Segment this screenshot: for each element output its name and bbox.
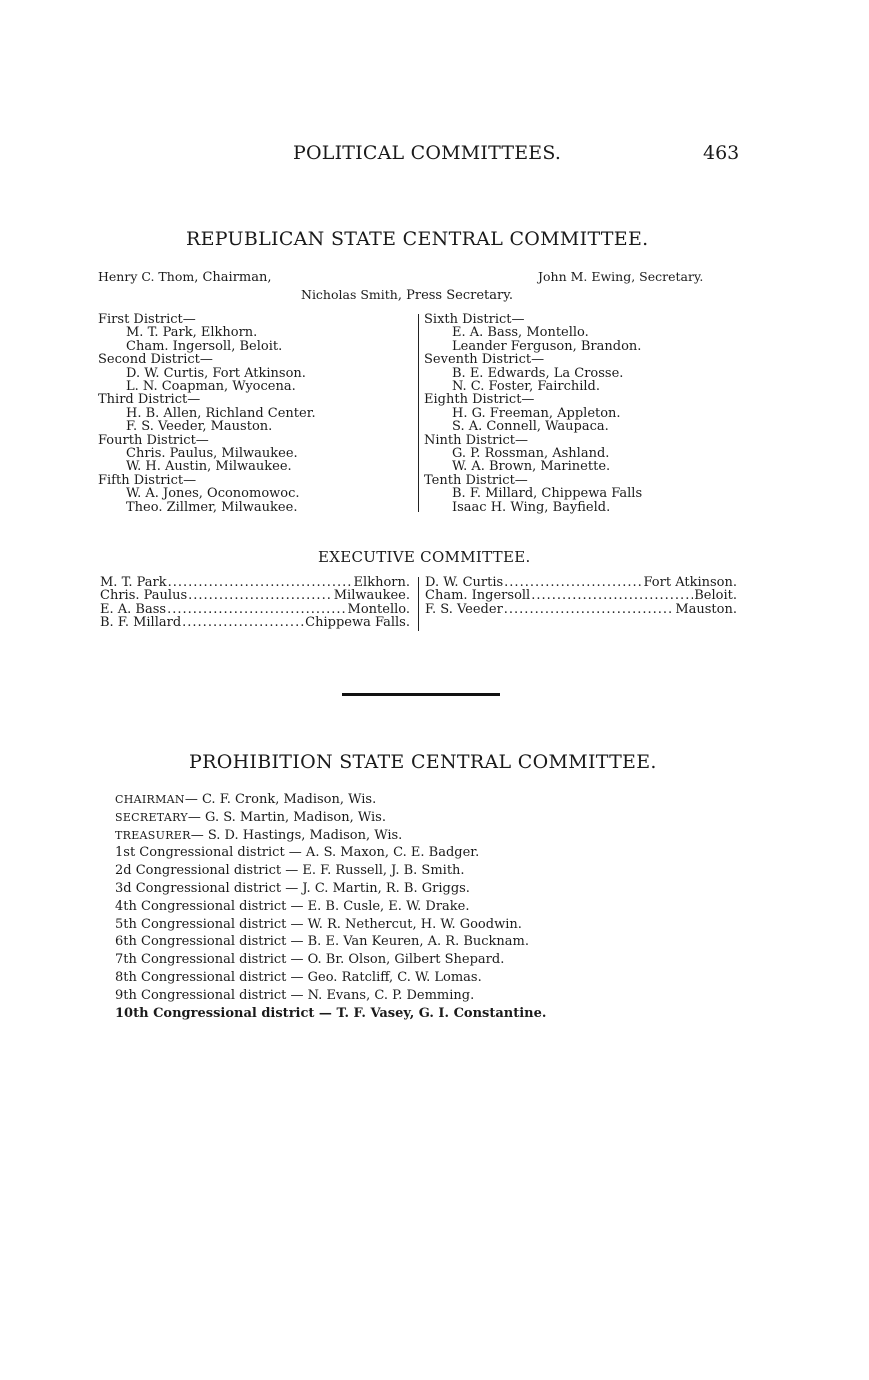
leader-dots <box>531 589 693 602</box>
congressional-district-line: 7th Congressional district — O. Br. Olson, Gilbert Shepard. <box>115 952 505 968</box>
executive-member-place: Mauston. <box>675 601 737 617</box>
executive-heading: EXECUTIVE COMMITTEE. <box>318 548 531 566</box>
district-member: D. W. Curtis, Fort Atkinson. <box>126 365 306 381</box>
congressional-district-line: 4th Congressional district — E. B. Cusle, E. W. Drake. <box>115 898 470 914</box>
executive-member-name: E. A. Bass <box>100 601 167 617</box>
executive-row <box>100 589 410 602</box>
congressional-district-line: 6th Congressional district — B. E. Van Keuren, A. R. Bucknam. <box>115 934 530 950</box>
leader-dots <box>188 589 333 602</box>
district-label: Tenth District— <box>424 472 528 488</box>
leader-dots <box>504 576 642 589</box>
district-label: Fifth District— <box>98 472 197 488</box>
district-column-left <box>98 313 316 514</box>
secretary-line <box>538 269 703 285</box>
district-member: Isaac H. Wing, Bayfield. <box>452 499 611 515</box>
executive-row <box>100 603 410 616</box>
district-label: Fourth District— <box>98 432 209 448</box>
executive-member-name: D. W. Curtis <box>425 575 504 590</box>
executive-row <box>425 576 737 589</box>
district-member: N. C. Foster, Fairchild. <box>452 379 601 395</box>
congressional-district-line: 10th Congressional district — T. F. Vasey, G. I. Constantine. <box>115 1005 547 1021</box>
executive-member-place: Fort Atkinson. <box>643 575 737 590</box>
executive-right-list <box>425 576 737 616</box>
executive-member-name: Chris. Paulus <box>100 588 188 604</box>
congressional-district-line: 9th Congressional district — N. Evans, C. P. Demming. <box>115 987 475 1003</box>
chairman-name: Henry C. Thom <box>98 269 195 284</box>
district-label: Sixth District— <box>424 312 525 327</box>
leader-dots <box>168 576 353 589</box>
congressional-district-line: 3d Congressional district — J. C. Martin, R. B. Griggs. <box>115 880 470 896</box>
officer-label: TREASURER <box>115 828 191 842</box>
officer-value: — G. S. Martin, Madison, Wis. <box>187 809 386 825</box>
district-member: Cham. Ingersoll, Beloit. <box>126 338 283 354</box>
district-column-right <box>424 313 642 514</box>
leader-dots <box>182 616 304 629</box>
district-label: Seventh District— <box>424 352 545 368</box>
executive-row <box>100 576 410 589</box>
press-secretary-role: , Press Secretary. <box>397 288 513 303</box>
executive-member-name: B. F. Millard <box>100 615 182 631</box>
executive-row <box>425 589 737 602</box>
district-member: S. A. Connell, Waupaca. <box>452 419 609 435</box>
executive-member-place: Milwaukee. <box>333 588 410 604</box>
congressional-district-line: 8th Congressional district — Geo. Ratcliff, C. W. Lomas. <box>115 969 482 985</box>
executive-member-name: F. S. Veeder <box>425 601 503 617</box>
leader-dots <box>167 603 346 616</box>
district-label: Eighth District— <box>424 392 535 408</box>
district-label: First District— <box>98 312 196 327</box>
executive-member-place: Beloit. <box>694 588 737 604</box>
district-member: M. T. Park, Elkhorn. <box>126 325 258 341</box>
district-member: G. P. Rossman, Ashland. <box>452 446 610 462</box>
chairman-line <box>98 269 272 285</box>
executive-member-place: Montello. <box>347 601 410 617</box>
district-label: Third District— <box>98 392 201 408</box>
press-secretary-line <box>301 287 513 303</box>
district-member: Leander Ferguson, Brandon. <box>452 338 642 354</box>
officer-line <box>115 791 546 809</box>
congressional-district-line: 2d Congressional district — E. F. Russell, J. B. Smith. <box>115 863 465 879</box>
executive-left-list <box>100 576 410 630</box>
district-member: W. A. Jones, Oconomowoc. <box>126 486 300 502</box>
district-member: H. G. Freeman, Appleton. <box>452 405 621 421</box>
district-member: W. A. Brown, Marinette. <box>452 459 611 475</box>
officer-line <box>115 809 546 827</box>
executive-row <box>425 603 737 616</box>
congressional-district-line: 5th Congressional district — W. R. Nethercut, H. W. Goodwin. <box>115 916 522 932</box>
republican-heading: REPUBLICAN STATE CENTRAL COMMITTEE. <box>186 228 649 250</box>
secretary-name: John M. Ewing <box>538 269 632 284</box>
section-separator <box>342 693 500 696</box>
page-number: 463 <box>703 142 740 164</box>
executive-member-place: Chippewa Falls. <box>305 615 410 631</box>
prohibition-heading: PROHIBITION STATE CENTRAL COMMITTEE. <box>189 751 657 773</box>
running-title: POLITICAL COMMITTEES. <box>293 142 562 164</box>
officer-label: CHAIRMAN <box>115 793 185 806</box>
press-secretary-name: Nicholas Smith <box>301 287 398 302</box>
officer-value: — S. D. Hastings, Madison, Wis. <box>190 827 403 843</box>
executive-member-name: M. T. Park <box>100 575 167 590</box>
officer-value: — C. F. Cronk, Madison, Wis. <box>184 792 377 807</box>
officer-label: SECRETARY <box>115 810 188 824</box>
prohibition-list <box>115 791 546 1022</box>
district-member: Theo. Zillmer, Milwaukee. <box>126 499 298 515</box>
secretary-role: , Secretary. <box>631 269 704 284</box>
executive-divider <box>418 577 419 631</box>
executive-member-name: Cham. Ingersoll <box>425 588 531 604</box>
column-divider <box>418 314 419 512</box>
district-member: B. F. Millard, Chippewa Falls <box>452 486 643 502</box>
district-member: B. E. Edwards, La Crosse. <box>452 365 624 381</box>
district-label: Second District— <box>98 352 213 368</box>
chairman-role: , Chairman, <box>194 270 272 285</box>
leader-dots <box>504 603 675 616</box>
district-member: E. A. Bass, Montello. <box>452 325 589 341</box>
district-member: H. B. Allen, Richland Center. <box>126 405 316 421</box>
district-member: W. H. Austin, Milwaukee. <box>126 459 292 475</box>
congressional-district-line: 1st Congressional district — A. S. Maxon, C. E. Badger. <box>115 845 480 861</box>
executive-row <box>100 616 410 629</box>
district-member: Chris. Paulus, Milwaukee. <box>126 446 298 462</box>
district-member: F. S. Veeder, Mauston. <box>126 419 273 435</box>
district-label: Ninth District— <box>424 432 528 448</box>
officer-line <box>115 827 546 845</box>
district-member: L. N. Coapman, Wyocena. <box>126 379 296 395</box>
executive-member-place: Elkhorn. <box>353 575 410 590</box>
